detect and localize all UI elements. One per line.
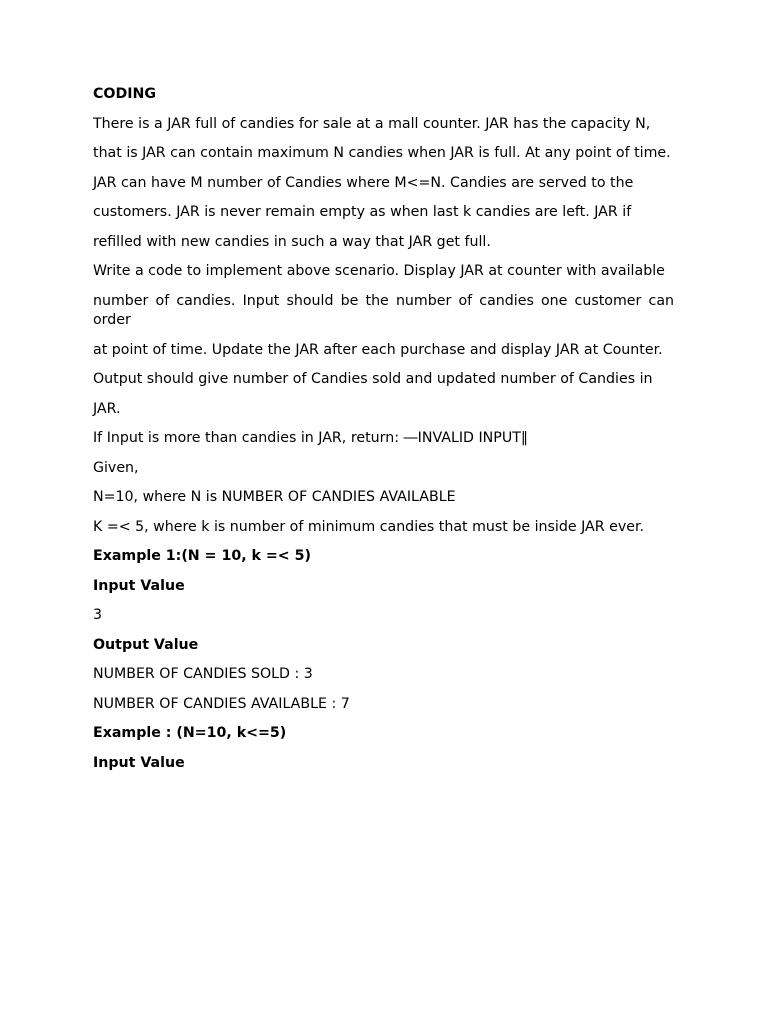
paragraph-8: at point of time. Update the JAR after each purchase and display JAR at Counter. <box>93 341 663 358</box>
example-1-input-value: 3 <box>93 607 103 623</box>
paragraph-10: JAR. <box>93 400 121 417</box>
example-1-output-label: Output Value <box>93 636 199 653</box>
paragraph-2: that is JAR can contain maximum N candies when JAR is full. At any point of time. <box>93 145 671 161</box>
paragraph-1: There is a JAR full of candies for sale at a mall counter. JAR has the capacity N, <box>93 115 651 132</box>
paragraph-3: JAR can have M number of Candies where M<=N. Candies are served to the <box>93 174 634 191</box>
document-heading: CODING <box>93 86 157 102</box>
paragraph-5: refilled with new candies in such a way that JAR get full. <box>93 233 491 250</box>
example-1-output-available: NUMBER OF CANDIES AVAILABLE : 7 <box>93 695 350 712</box>
invalid-input-rule: If Input is more than candies in JAR, return: ―INVALID INPUT‖ <box>93 430 528 446</box>
example-2-title: Example : (N=10, k<=5) <box>93 725 287 741</box>
given-label: Given, <box>93 459 139 476</box>
example-1-output-sold: NUMBER OF CANDIES SOLD : 3 <box>93 666 313 682</box>
example-1-input-label: Input Value <box>93 577 185 594</box>
given-k: K =< 5, where k is number of minimum candies that must be inside JAR ever. <box>93 518 645 535</box>
paragraph-7: number of candies. Input should be the number of candies one customer can order <box>93 292 674 328</box>
example-2-input-label: Input Value <box>93 754 185 771</box>
example-1-title: Example 1:(N = 10, k =< 5) <box>93 548 311 564</box>
given-n: N=10, where N is NUMBER OF CANDIES AVAILABLE <box>93 489 456 505</box>
document-page <box>93 85 674 783</box>
paragraph-9: Output should give number of Candies sold and updated number of Candies in <box>93 371 653 387</box>
paragraph-6: Write a code to implement above scenario. Display JAR at counter with available <box>93 263 665 279</box>
paragraph-4: customers. JAR is never remain empty as when last k candies are left. JAR if <box>93 204 632 220</box>
